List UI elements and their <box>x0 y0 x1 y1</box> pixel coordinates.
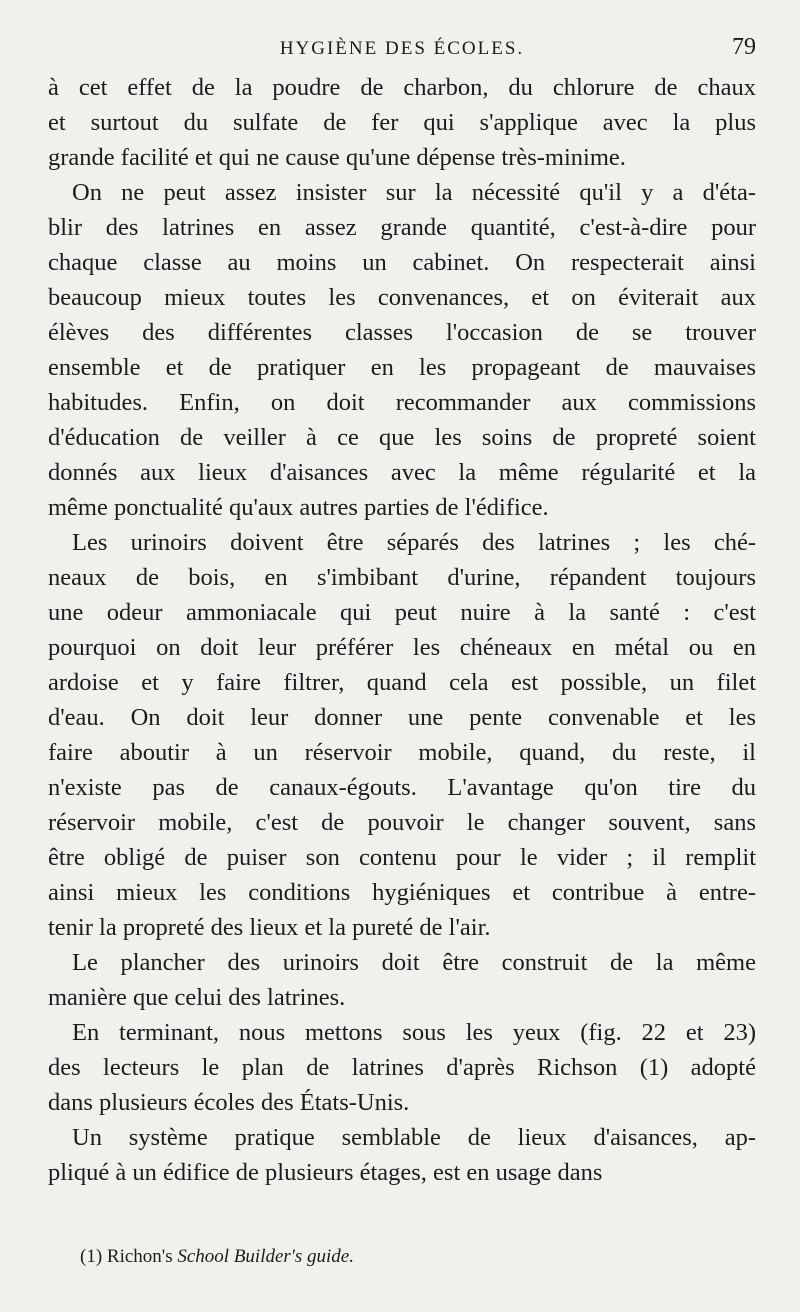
text-line: des lecteurs le plan de latrines d'après Richson (1) adopté <box>48 1054 756 1081</box>
text-line: faire aboutir à un réservoir mobile, quand, du reste, il <box>48 739 756 766</box>
text-line: ainsi mieux les conditions hygiéniques et contribue à entre- <box>48 879 756 906</box>
text-line: chaque classe au moins un cabinet. On respecterait ainsi <box>48 249 756 276</box>
text-line: n'existe pas de canaux-égouts. L'avantage qu'on tire du <box>48 774 756 801</box>
text-line: Le plancher des urinoirs doit être construit de la même <box>72 949 756 976</box>
text-line: habitudes. Enfin, on doit recommander aux commissions <box>48 389 756 416</box>
paragraph <box>48 945 756 1015</box>
text-line: grande facilité et qui ne cause qu'une dépense très-minime. <box>48 144 626 171</box>
text-line: blir des latrines en assez grande quantité, c'est-à-dire pour <box>48 214 756 241</box>
text-line: On ne peut assez insister sur la nécessité qu'il y a d'éta- <box>72 179 756 206</box>
paragraph <box>48 175 756 525</box>
body-text <box>48 70 756 1190</box>
page-number: 79 <box>732 34 756 60</box>
text-line: même ponctualité qu'aux autres parties de l'édifice. <box>48 494 549 521</box>
text-line: pourquoi on doit leur préférer les chéneaux en métal ou en <box>48 634 756 661</box>
text-line: dans plusieurs écoles des États-Unis. <box>48 1089 410 1116</box>
text-line: être obligé de puiser son contenu pour le vider ; il remplit <box>48 844 756 871</box>
text-line: beaucoup mieux toutes les convenances, et on éviterait aux <box>48 284 756 311</box>
text-line: Un système pratique semblable de lieux d'aisances, ap- <box>72 1124 756 1151</box>
text-line: ardoise et y faire filtrer, quand cela est possible, un filet <box>48 669 756 696</box>
page-header <box>48 28 756 68</box>
text-line: manière que celui des latrines. <box>48 984 346 1011</box>
paragraph <box>48 1120 756 1190</box>
text-line: neaux de bois, en s'imbibant d'urine, répandent toujours <box>48 564 756 591</box>
paragraph <box>48 525 756 945</box>
text-line: Les urinoirs doivent être séparés des latrines ; les ché- <box>72 529 756 556</box>
text-line: tenir la propreté des lieux et la pureté de l'air. <box>48 914 491 941</box>
text-line: ensemble et de pratiquer en les propageant de mauvaises <box>48 354 756 381</box>
text-line: réservoir mobile, c'est de pouvoir le changer souvent, sans <box>48 809 756 836</box>
text-line: et surtout du sulfate de fer qui s'applique avec la plus <box>48 109 756 136</box>
footnote <box>80 1246 354 1268</box>
paragraph <box>48 1015 756 1120</box>
text-line: une odeur ammoniacale qui peut nuire à la santé : c'est <box>48 599 756 626</box>
text-line: En terminant, nous mettons sous les yeux (fig. 22 et 23) <box>72 1019 756 1046</box>
footnote-marker: (1) Richon's <box>80 1246 178 1267</box>
running-title: HYGIÈNE DES ÉCOLES. <box>279 38 525 59</box>
footnote-title: School Builder's guide. <box>177 1246 354 1267</box>
text-line: élèves des différentes classes l'occasion de se trouver <box>48 319 756 346</box>
text-line: à cet effet de la poudre de charbon, du chlorure de chaux <box>48 74 756 101</box>
text-line: donnés aux lieux d'aisances avec la même régularité et la <box>48 459 756 486</box>
text-line: d'eau. On doit leur donner une pente convenable et les <box>48 704 756 731</box>
text-line: pliqué à un édifice de plusieurs étages, est en usage dans <box>48 1159 603 1186</box>
paragraph <box>48 70 756 175</box>
text-line: d'éducation de veiller à ce que les soins de propreté soient <box>48 424 756 451</box>
